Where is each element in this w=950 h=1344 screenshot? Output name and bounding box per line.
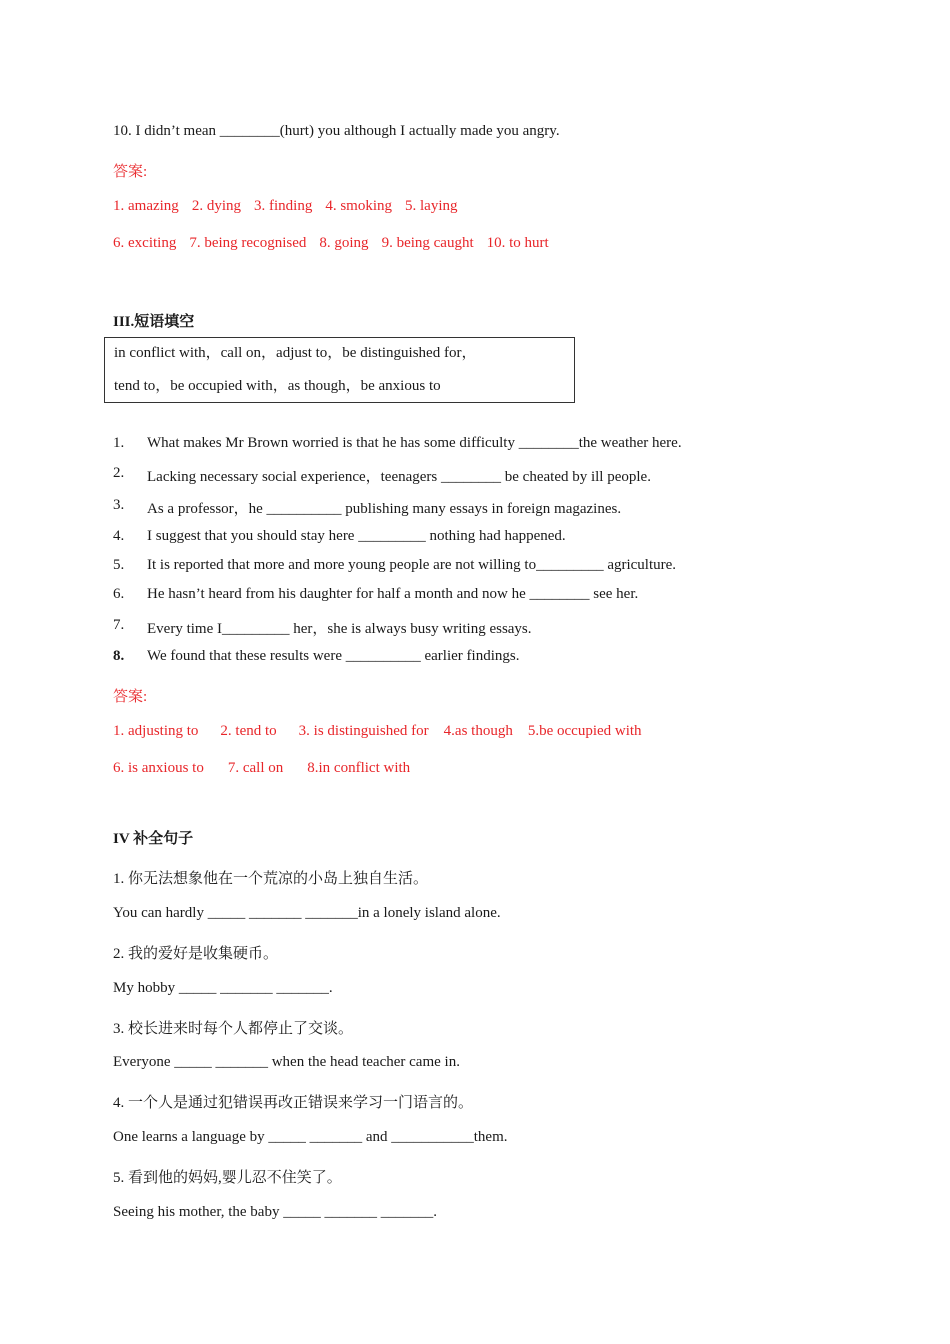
item-text: What makes Mr Brown worried is that he has some difficulty ________the weather here. [147,435,682,451]
answer-label: 答案: [113,689,148,705]
chinese-prompt: 2. 我的爱好是收集硬币。 [113,946,279,962]
answer-item: 6. is anxious to [113,760,204,776]
answer-item: 5.be occupied with [527,723,642,739]
english-sentence: You can hardly _____ _______ _______in a lonely island alone. [113,905,501,921]
phrase-line: in conflict with，call on，adjust to，be distinguished for， [114,345,477,361]
answer-item: 4.as though [443,723,513,739]
phrase-line: tend to，be occupied with，as though，be anxious to [114,378,441,394]
answer-item: 1. adjusting to [113,723,199,739]
answers-row [113,235,549,252]
answer-item: 2. tend to [220,723,277,739]
chinese-prompt: 4. 一个人是通过犯错误再改正错误来学习一门语言的。 [113,1095,474,1111]
section-title: III.短语填空 [113,314,195,330]
answer-item: 7. being recognised [189,235,307,251]
answers-row [113,760,410,777]
english-sentence: My hobby _____ _______ _______. [113,980,333,996]
item-number: 5. [113,557,125,573]
item-text: As a professor，he __________ publishing many essays in foreign magazines. [147,501,622,517]
item-text: Every time I_________ her，she is always busy writing essays. [147,621,532,637]
answer-item: 9. being caught [381,235,474,251]
item-text: We found that these results were __________ earlier findings. [147,648,520,664]
item-number: 2. [113,465,125,481]
item-number: 6. [113,586,125,602]
item-number: 4. [113,528,125,544]
item-text: I suggest that you should stay here _________ nothing had happened. [147,528,566,544]
answer-item: 6. exciting [113,235,177,251]
item-number: 7. [113,617,125,633]
answer-item: 8.in conflict with [307,760,411,776]
section-title: IV 补全句子 [113,831,194,847]
answer-item: 4. smoking [325,198,393,214]
item-text: Lacking necessary social experience，teenagers ________ be cheated by ill people. [147,469,651,485]
answer-label: 答案: [113,164,148,180]
item-number: 3. [113,497,125,513]
chinese-prompt: 3. 校长进来时每个人都停止了交谈。 [113,1021,354,1037]
english-sentence: One learns a language by _____ _______ and ___________them. [113,1129,508,1145]
answers-row [113,198,458,215]
english-sentence: Seeing his mother, the baby _____ _______ _______. [113,1204,437,1220]
question-10: 10. I didn’t mean ________(hurt) you although I actually made you angry. [113,123,560,139]
answer-item: 2. dying [191,198,241,214]
answer-item: 3. is distinguished for [298,723,429,739]
item-text: He hasn’t heard from his daughter for half a month and now he ________ see her. [147,586,639,602]
chinese-prompt: 1. 你无法想象他在一个荒凉的小岛上独自生活。 [113,871,429,887]
answer-item: 1. amazing [113,198,179,214]
item-number: 8. [113,648,125,664]
answer-item: 3. finding [253,198,313,214]
english-sentence: Everyone _____ _______ when the head teacher came in. [113,1054,460,1070]
item-number: 1. [113,435,125,451]
phrase-box [104,337,575,403]
chinese-prompt: 5. 看到他的妈妈,婴儿忍不住笑了。 [113,1170,342,1186]
answer-item: 7. call on [227,760,284,776]
answer-item: 8. going [319,235,369,251]
answers-row [113,723,642,740]
answer-item: 10. to hurt [486,235,549,251]
answer-item: 5. laying [405,198,458,214]
item-text: It is reported that more and more young people are not willing to_________ agriculture. [147,557,677,573]
